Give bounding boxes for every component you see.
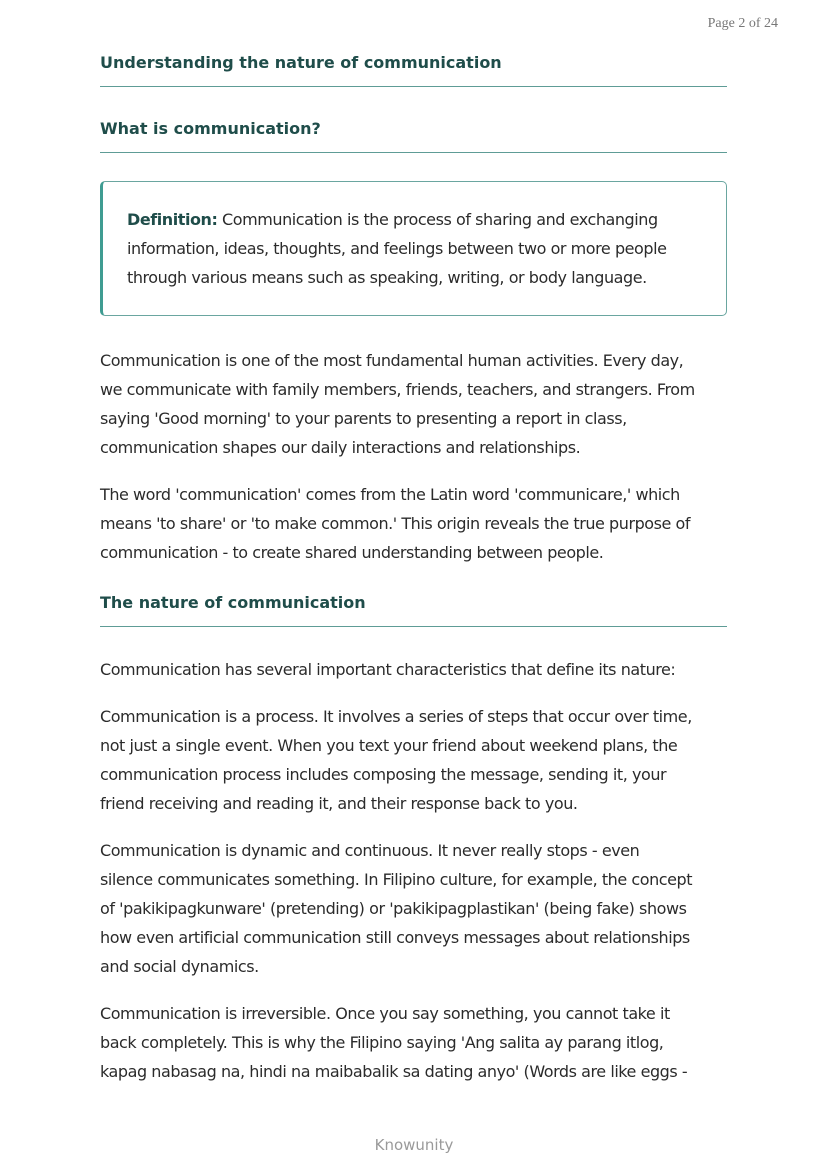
- paragraph-line: friend receiving and reading it, and their response back to you.: [100, 794, 578, 813]
- paragraph: [100, 836, 727, 981]
- paragraph-line: Communication is a process. It involves a series of steps that occur over time,: [100, 707, 692, 726]
- section-heading-nature: The nature of communication: [100, 592, 727, 627]
- definition-line: [127, 205, 702, 234]
- document-content: [100, 52, 727, 1104]
- paragraph-line: back completely. This is why the Filipino saying 'Ang salita ay parang itlog,: [100, 1033, 664, 1052]
- paragraph: [100, 480, 727, 567]
- paragraph: [100, 999, 727, 1086]
- paragraph-line: and social dynamics.: [100, 957, 259, 976]
- paragraph: [100, 346, 727, 462]
- paragraph-group-nature: [100, 655, 727, 1086]
- definition-box: [100, 181, 727, 316]
- paragraph-line: The word 'communication' comes from the Latin word 'communicare,' which: [100, 485, 680, 504]
- paragraph-line: communication process includes composing the message, sending it, your: [100, 765, 667, 784]
- definition-label: Definition:: [127, 210, 218, 229]
- page-indicator: Page 2 of 24: [707, 16, 778, 31]
- definition-line: through various means such as speaking, writing, or body language.: [127, 268, 647, 287]
- paragraph: [100, 702, 727, 818]
- paragraph-line: how even artificial communication still conveys messages about relationships: [100, 928, 690, 947]
- paragraph-line: Communication has several important characteristics that define its nature:: [100, 660, 676, 679]
- paragraph-group-intro: [100, 346, 727, 567]
- paragraph-line: communication - to create shared understanding between people.: [100, 543, 604, 562]
- paragraph-line: Communication is dynamic and continuous. It never really stops - even: [100, 841, 640, 860]
- paragraph: [100, 655, 727, 684]
- footer-brand: Knowunity: [374, 1136, 454, 1154]
- definition-line: information, ideas, thoughts, and feelings between two or more people: [127, 239, 667, 258]
- paragraph-line: kapag nabasag na, hindi na maibabalik sa dating anyo' (Words are like eggs -: [100, 1062, 688, 1081]
- paragraph-line: communication shapes our daily interactions and relationships.: [100, 438, 581, 457]
- paragraph-line: means 'to share' or 'to make common.' This origin reveals the true purpose of: [100, 514, 691, 533]
- paragraph-line: we communicate with family members, friends, teachers, and strangers. From: [100, 380, 695, 399]
- paragraph-line: Communication is one of the most fundamental human activities. Every day,: [100, 351, 684, 370]
- paragraph-line: not just a single event. When you text your friend about weekend plans, the: [100, 736, 678, 755]
- section-heading-what-is: What is communication?: [100, 118, 727, 153]
- paragraph-line: silence communicates something. In Filipino culture, for example, the concept: [100, 870, 693, 889]
- definition-text: Communication is the process of sharing and exchanging: [217, 210, 658, 229]
- paragraph-line: Communication is irreversible. Once you say something, you cannot take it: [100, 1004, 670, 1023]
- paragraph-line: saying 'Good morning' to your parents to presenting a report in class,: [100, 409, 627, 428]
- paragraph-line: of 'pakikipagkunware' (pretending) or 'pakikipagplastikan' (being fake) shows: [100, 899, 687, 918]
- section-heading-understanding: Understanding the nature of communication: [100, 52, 727, 87]
